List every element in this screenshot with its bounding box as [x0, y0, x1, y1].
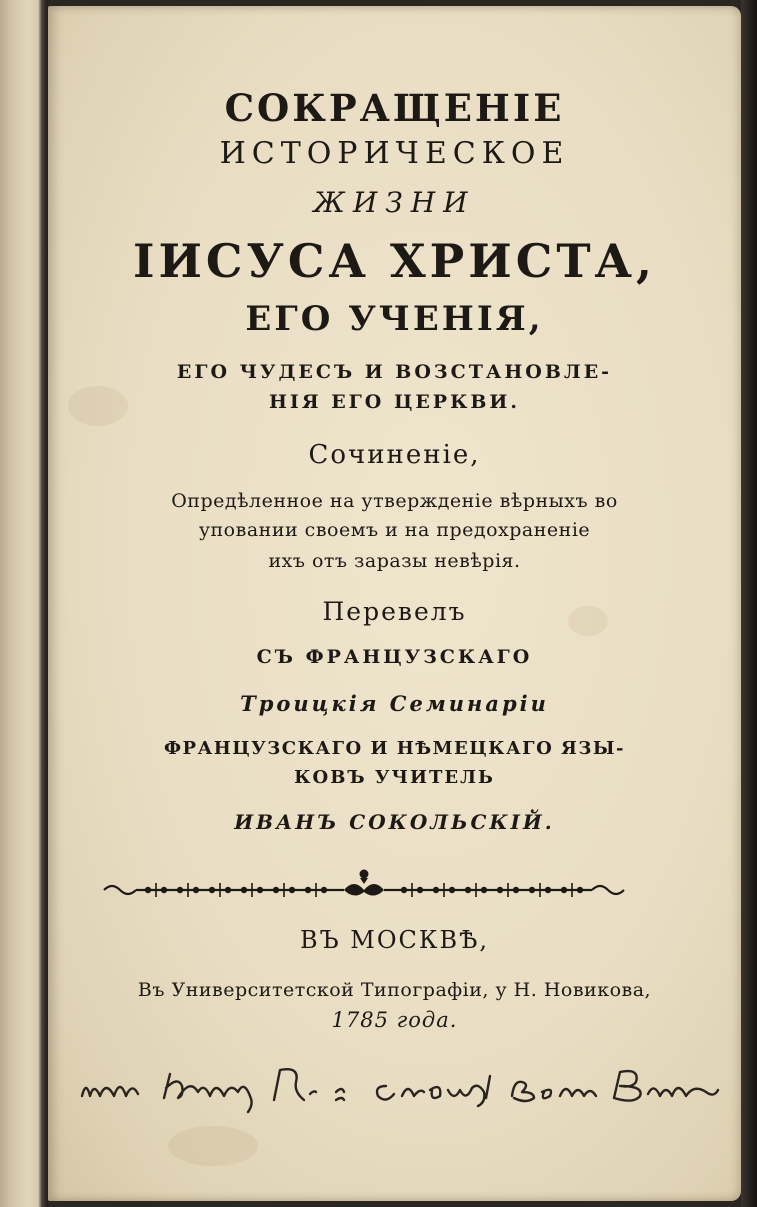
seminary-name: Троицкія Семинаріи: [240, 691, 549, 716]
handwritten-provenance-note-icon: [74, 1052, 724, 1122]
imprint-city: ВЪ МОСКВѢ,: [299, 926, 490, 954]
description-line-3: ихъ отъ заразы невѣрія.: [268, 550, 521, 572]
teacher-line-2: КОВЪ УЧИТЕЛЬ: [294, 767, 495, 788]
translator-name: ИВАНЪ СОКОЛЬСКІЙ.: [234, 810, 555, 834]
title-line-4: ІИСУСА ХРИСТА,: [132, 234, 657, 288]
source-language: СЪ ФРАНЦУЗСКАГО: [256, 646, 533, 668]
teacher-line-1: ФРАНЦУЗСКАГО И НѢМЕЦКАГО ЯЗЫ-: [163, 738, 626, 759]
title-line-2: ИСТОРИЧЕСКОЕ: [219, 136, 570, 171]
title-page: [48, 6, 741, 1201]
title-line-6: ЕГО ЧУДЕСЪ И ВОЗСТАНОВЛЕ-: [176, 361, 613, 383]
printers-ornament-rule-icon: [98, 864, 630, 906]
title-line-3: ЖИЗНИ: [313, 186, 476, 219]
book-gutter: [0, 0, 48, 1207]
imprint-printer: Въ Университетской Типографіи, у Н. Новикова,: [137, 979, 652, 1001]
description-line-2: уповании своемъ и на предохраненіе: [198, 519, 591, 541]
translator-heading: Перевелъ: [322, 597, 467, 626]
description-line-1: Опредѣленное на утвержденіе вѣрныхъ во: [171, 490, 618, 512]
page-edge-shadow: [741, 0, 757, 1207]
subtitle-composition: Сочиненіе,: [308, 440, 481, 470]
title-line-7: НІЯ ЕГО ЦЕРКВИ.: [268, 391, 520, 413]
title-line-1: СОКРАЩЕНІЕ: [224, 86, 565, 130]
paper-stain: [168, 1126, 258, 1166]
title-line-5: ЕГО УЧЕНІЯ,: [245, 299, 544, 339]
imprint-year: 1785 года.: [331, 1008, 458, 1032]
